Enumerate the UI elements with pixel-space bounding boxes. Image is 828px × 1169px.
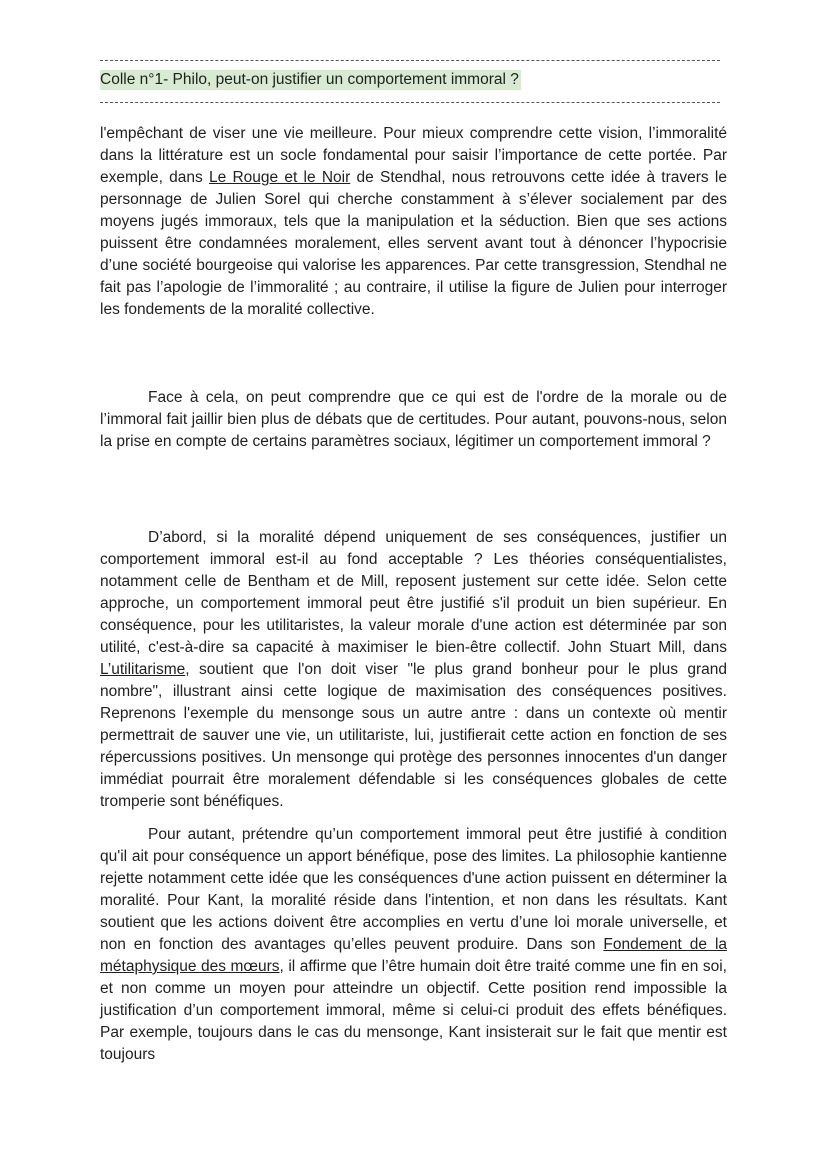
book-title-utilitarisme: L’utilitarisme: [100, 661, 186, 678]
paragraph-text: l'empêchant de viser une vie meilleure. Pour mieux comprendre cette vision, l’immoralité dans la littérature est un socle fondamental pour saisir l’importance de cette portée. Par exemple, dans: [100, 125, 727, 186]
book-title-le-rouge-et-le-noir: Le Rouge et le Noir: [208, 169, 351, 186]
book-title-fondement-metaphysique: Fondement de la métaphysique des mœurs: [100, 936, 728, 975]
paragraph-stendhal: [100, 123, 727, 321]
dashed-separator-top: [100, 60, 720, 61]
dashed-separator-bottom: [100, 102, 720, 103]
paragraph-text: , soutient que l'on doit viser "le plus grand bonheur pour le plus grand nombre", illustrant ainsi cette logique de maximisation des conséquences positives. Reprenons l'exemple du mensonge sous un autre antre : dans un contexte où mentir permettrait de sauver une vie, un utilitariste, lui, justifierait cette action en fonction de ses répercussions positives. Un mensonge qui protège des personnes innocentes d'un danger immédiat pourrait être moralement défendable si les conséquences globales de cette tromperie sont bénéfiques.: [100, 661, 727, 810]
paragraph-text: , il affirme que l’être humain doit être traité comme une fin en soi, et non comme un moyen pour atteindre un objectif. Cette position rend impossible la justification d’un comportement immoral, même si celui-ci produit des effets bénéfiques. Par exemple, toujours dans le cas du mensonge, Kant insisterait sur le fait que mentir est toujours: [100, 958, 727, 1063]
document-title: Colle n°1- Philo, peut-on justifier un comportement immoral ?: [100, 71, 519, 88]
paragraph-utilitarisme: [100, 527, 727, 813]
paragraph-text: D’abord, si la moralité dépend uniquement de ses conséquences, justifier un comportement immoral est-il au fond acceptable ? Les théories conséquentialistes, notamment celle de Bentham et de Mill, reposent justement sur cette idée. Selon cette approche, un comportement immoral peut être justifié s'il produit un bien supérieur. En conséquence, pour les utilitaristes, la valeur morale d'une action est déterminée par son utilité, c'est-à-dire sa capacité à maximiser le bien-être collectif. John Stuart Mill, dans: [100, 529, 727, 656]
paragraph-text: Face à cela, on peut comprendre que ce qui est de l'ordre de la morale ou de l’immoral fait jaillir bien plus de débats que de certitudes. Pour autant, pouvons-nous, selon la prise en compte de certains paramètres sociaux, légitimer un comportement immoral ?: [100, 389, 727, 450]
paragraph-problematique: [100, 387, 727, 453]
paragraph-kant: [100, 824, 727, 1066]
paragraph-text: Pour autant, prétendre qu’un comportement immoral peut être justifié à condition qu'il ait pour conséquence un apport bénéfique, pose des limites. La philosophie kantienne rejette notamment cette idée que les conséquences d'une action puissent en déterminer la moralité. Pour Kant, la moralité réside dans l'intention, et non dans les résultats. Kant soutient que les actions doivent être accomplies en vertu d’une loi morale universelle, et non en fonction des avantages qu’elles peuvent produire. Dans son: [100, 826, 727, 953]
paragraph-text: de Stendhal, nous retrouvons cette idée à travers le personnage de Julien Sorel qui cherche constamment à s’élever socialement par des moyens jugés immoraux, tels que la manipulation et la séduction. Bien que ses actions puissent être condamnées moralement, elles servent avant tout à dénoncer l’hypocrisie d’une société bourgeoise qui valorise les apparences. Par cette transgression, Stendhal ne fait pas l’apologie de l’immoralité ; au contraire, il utilise la figure de Julien pour interroger les fondements de la moralité collective.: [100, 169, 727, 318]
